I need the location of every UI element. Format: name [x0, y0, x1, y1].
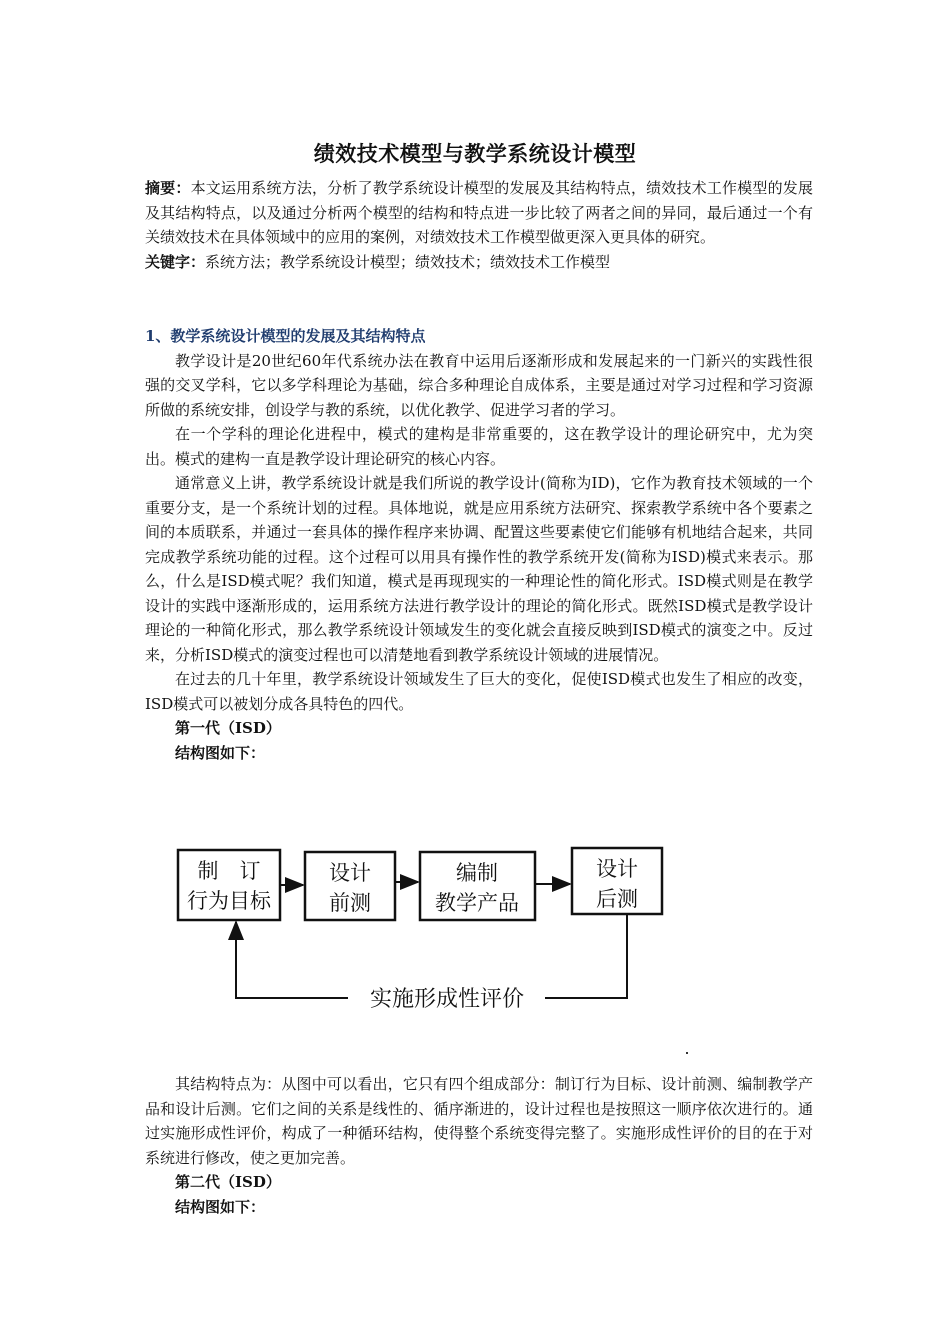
generation-2-label: 第二代（ISD） [175, 1173, 281, 1191]
abstract-label: 摘要： [145, 179, 191, 197]
feedback-line-right [545, 914, 627, 998]
box4-line1: 设计 [596, 857, 638, 881]
paragraph: 在过去的几十年里，教学系统设计领域发生了巨大的变化，促使ISD模式也发生了相应的改变，ISD模式可以被划分成各具特色的四代。 [145, 670, 813, 713]
box1-line2: 行为目标 [187, 889, 271, 913]
paragraph: 其结构特点为：从图中可以看出，它只有四个组成部分：制订行为目标、设计前测、编制教学产品和设计后测。它们之间的关系是线性的、循序渐进的，设计过程也是按照这一顺序依次进行的。通过实施形成性评价，构成了一种循环结构，使得整个系统变得完整了。实施形成性评价的目的在于对系统进行修改，使之更加完善。 [145, 1075, 813, 1167]
stray-dot [686, 1052, 688, 1054]
generation-1-label: 第一代（ISD） [175, 719, 281, 737]
abstract-paragraph [145, 176, 813, 250]
paragraph: 在一个学科的理论化进程中，模式的建构是非常重要的，这在教学设计的理论研究中，尤为突出。模式的建构一直是教学设计理论研究的核心内容。 [145, 425, 813, 468]
section-1 [145, 324, 813, 765]
section-1-continued [145, 1072, 813, 1219]
feedback-line-left [236, 922, 348, 998]
abstract-block [145, 176, 813, 274]
paragraph: 教学设计是20世纪60年代系统办法在教育中运用后逐渐形成和发展起来的一门新兴的实践性很强的交叉学科，它以多学科理论为基础，综合多种理论自成体系，主要是通过对学习过程和学习资源所做的系统安排，创设学与教的系统，以优化教学、促进学习者的学习。 [145, 351, 813, 419]
paragraph: 通常意义上讲，教学系统设计就是我们所说的教学设计(简称为ID)，它作为教育技术领域的一个重要分支，是一个系统计划的过程。具体地说，就是应用系统方法研究、探索教学系统中各个要素之间的本质联系，并通过一套具体的操作程序来协调、配置这些要素使它们能够有机地结合起来，共同完成教学系统功能的过程。这个过程可以用具有操作性的教学系统开发(简称为ISD)模式来表示。那么，什么是ISD模式呢？我们知道，模式是再现现实的一种理论性的简化形式。ISD模式则是在教学设计的实践中逐渐形成的，运用系统方法进行教学设计的理论的简化形式。既然ISD模式是教学设计理论的一种简化形式，那么教学系统设计领域发生的变化就会直接反映到ISD模式的演变之中。反过来，分析ISD模式的演变过程也可以清楚地看到教学系统设计领域的进展情况。 [145, 474, 813, 664]
box3-line2: 教学产品 [435, 891, 519, 915]
box3-line1: 编制 [456, 861, 498, 885]
page-title: 绩效技术模型与教学系统设计模型 [313, 141, 637, 166]
isd-gen1-diagram [170, 840, 670, 1020]
feedback-label: 实施形成性评价 [369, 987, 525, 1012]
box1-line1: 制 订 [197, 859, 261, 883]
box4-line2: 后测 [596, 887, 638, 911]
section-heading: 1、教学系统设计模型的发展及其结构特点 [145, 327, 426, 345]
abstract-text: 本文运用系统方法，分析了教学系统设计模型的发展及其结构特点，绩效技术工作模型的发展及其结构特点，以及通过分析两个模型的结构和特点进一步比较了两者之间的异同，最后通过一个有关绩效技术在具体领域中的应用的案例，对绩效技术工作模型做更深入更具体的研究。 [145, 179, 813, 246]
keywords-label: 关键字： [145, 252, 206, 271]
box2-line1: 设计 [329, 861, 371, 885]
structure-label-2: 结构图如下： [175, 1197, 266, 1216]
structure-label: 结构图如下： [175, 743, 266, 762]
keywords-paragraph [145, 250, 813, 275]
keywords-text: 系统方法；教学系统设计模型；绩效技术；绩效技术工作模型 [205, 252, 611, 271]
box2-line2: 前测 [329, 891, 371, 915]
